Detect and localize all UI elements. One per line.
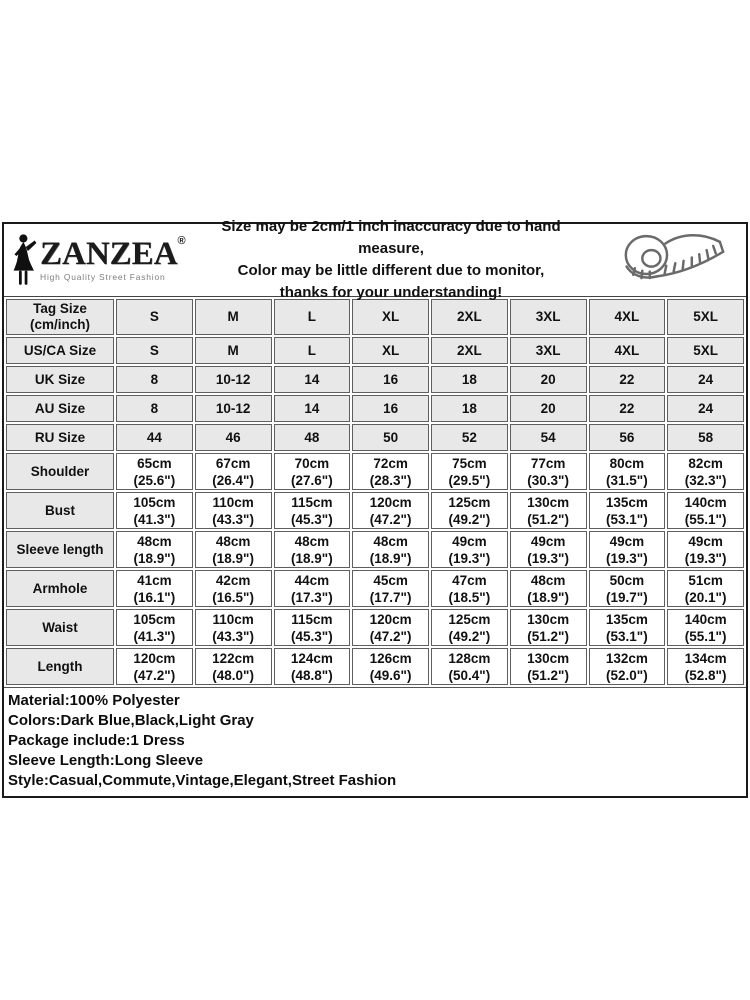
table-cell: 80cm (31.5"): [589, 453, 666, 490]
table-row: [6, 395, 744, 422]
table-cell: 77cm (30.3"): [510, 453, 587, 490]
table-cell: 128cm (50.4"): [431, 648, 508, 685]
brand-text: [40, 235, 186, 283]
table-cell: 130cm (51.2"): [510, 492, 587, 529]
table-cell: 4XL: [589, 337, 666, 364]
table-cell: L: [274, 299, 351, 335]
disclaimer-line-1: Size may be 2cm/1 inch inaccuracy due to hand measure,: [221, 218, 561, 257]
table-cell: 41cm (16.1"): [116, 570, 193, 607]
table-row: [6, 366, 744, 393]
product-info: [4, 687, 746, 796]
table-cell: 135cm (53.1"): [589, 492, 666, 529]
table-row: [6, 299, 744, 335]
table-cell: 48cm (18.9"): [195, 531, 272, 568]
table-cell: 130cm (51.2"): [510, 648, 587, 685]
table-cell: L: [274, 337, 351, 364]
table-cell: 47cm (18.5"): [431, 570, 508, 607]
table-row: [6, 531, 744, 568]
table-cell: 44: [116, 424, 193, 451]
table-row: [6, 492, 744, 529]
row-label: Tag Size (cm/inch): [6, 299, 114, 335]
row-label: AU Size: [6, 395, 114, 422]
size-chart-sheet: [2, 218, 748, 798]
table-cell: 48cm (18.9"): [274, 531, 351, 568]
registered-mark: ®: [177, 235, 186, 248]
row-label: Armhole: [6, 570, 114, 607]
table-cell: 105cm (41.3"): [116, 609, 193, 646]
table-cell: 130cm (51.2"): [510, 609, 587, 646]
table-cell: 67cm (26.4"): [195, 453, 272, 490]
table-cell: 120cm (47.2"): [116, 648, 193, 685]
table-cell: 20: [510, 366, 587, 393]
row-label: Waist: [6, 609, 114, 646]
table-cell: 14: [274, 395, 351, 422]
size-disclaimer: [184, 216, 598, 304]
table-cell: 46: [195, 424, 272, 451]
table-cell: 49cm (19.3"): [667, 531, 744, 568]
table-cell: M: [195, 299, 272, 335]
table-cell: 2XL: [431, 337, 508, 364]
table-row: [6, 609, 744, 646]
row-label: Sleeve length: [6, 531, 114, 568]
table-cell: S: [116, 299, 193, 335]
table-cell: 45cm (17.7"): [352, 570, 429, 607]
table-cell: 18: [431, 366, 508, 393]
info-line-package: Package include:1 Dress: [8, 732, 185, 749]
table-cell: 134cm (52.8"): [667, 648, 744, 685]
table-cell: 3XL: [510, 337, 587, 364]
table-cell: 20: [510, 395, 587, 422]
table-cell: 14: [274, 366, 351, 393]
table-cell: 132cm (52.0"): [589, 648, 666, 685]
table-cell: 49cm (19.3"): [589, 531, 666, 568]
table-cell: 72cm (28.3"): [352, 453, 429, 490]
table-cell: 120cm (47.2"): [352, 492, 429, 529]
table-cell: 42cm (16.5"): [195, 570, 272, 607]
info-line-colors: Colors:Dark Blue,Black,Light Gray: [8, 712, 254, 729]
table-cell: 16: [352, 366, 429, 393]
table-row: [6, 648, 744, 685]
table-cell: 50cm (19.7"): [589, 570, 666, 607]
table-cell: 5XL: [667, 337, 744, 364]
table-cell: 120cm (47.2"): [352, 609, 429, 646]
table-cell: 110cm (43.3"): [195, 609, 272, 646]
table-row: [6, 453, 744, 490]
table-cell: 48cm (18.9"): [352, 531, 429, 568]
table-cell: XL: [352, 337, 429, 364]
table-row: [6, 424, 744, 451]
info-line-sleeve: Sleeve Length:Long Sleeve: [8, 752, 204, 769]
size-table: [4, 297, 746, 687]
disclaimer-line-3: thanks for your understanding!: [279, 284, 503, 301]
table-row: [6, 570, 744, 607]
row-label: Length: [6, 648, 114, 685]
table-cell: 105cm (41.3"): [116, 492, 193, 529]
table-cell: 115cm (45.3"): [274, 609, 351, 646]
table-cell: 51cm (20.1"): [667, 570, 744, 607]
table-cell: 82cm (32.3"): [667, 453, 744, 490]
woman-silhouette-icon: [12, 230, 38, 290]
table-cell: 56: [589, 424, 666, 451]
table-cell: 48cm (18.9"): [116, 531, 193, 568]
table-cell: 22: [589, 366, 666, 393]
table-cell: 65cm (25.6"): [116, 453, 193, 490]
table-cell: 24: [667, 366, 744, 393]
row-label: Bust: [6, 492, 114, 529]
header-band: [4, 218, 746, 301]
table-cell: 135cm (53.1"): [589, 609, 666, 646]
table-cell: 50: [352, 424, 429, 451]
table-cell: 122cm (48.0"): [195, 648, 272, 685]
table-cell: 5XL: [667, 299, 744, 335]
table-cell: 49cm (19.3"): [431, 531, 508, 568]
table-cell: 48: [274, 424, 351, 451]
table-cell: 48cm (18.9"): [510, 570, 587, 607]
table-cell: 3XL: [510, 299, 587, 335]
row-label: UK Size: [6, 366, 114, 393]
table-cell: 110cm (43.3"): [195, 492, 272, 529]
table-cell: 54: [510, 424, 587, 451]
table-cell: 49cm (19.3"): [510, 531, 587, 568]
row-label: US/CA Size: [6, 337, 114, 364]
table-cell: 58: [667, 424, 744, 451]
table-cell: 140cm (55.1"): [667, 609, 744, 646]
tape-icon-wrap: [598, 227, 746, 293]
table-cell: 18: [431, 395, 508, 422]
table-cell: 125cm (49.2"): [431, 609, 508, 646]
table-cell: 8: [116, 366, 193, 393]
table-cell: 10-12: [195, 366, 272, 393]
disclaimer-line-2: Color may be little different due to monitor,: [237, 262, 545, 279]
table-cell: XL: [352, 299, 429, 335]
table-cell: 124cm (48.8"): [274, 648, 351, 685]
measuring-tape-icon: [608, 227, 736, 293]
info-line-material: Material:100% Polyester: [8, 692, 180, 709]
table-cell: S: [116, 337, 193, 364]
table-cell: 4XL: [589, 299, 666, 335]
brand-logo: [4, 230, 184, 290]
table-cell: 44cm (17.3"): [274, 570, 351, 607]
table-cell: 8: [116, 395, 193, 422]
table-cell: M: [195, 337, 272, 364]
table-cell: 75cm (29.5"): [431, 453, 508, 490]
table-cell: 16: [352, 395, 429, 422]
table-cell: 126cm (49.6"): [352, 648, 429, 685]
table-cell: 24: [667, 395, 744, 422]
info-line-style: Style:Casual,Commute,Vintage,Elegant,Street Fashion: [8, 772, 397, 789]
table-cell: 115cm (45.3"): [274, 492, 351, 529]
table-row: [6, 337, 744, 364]
table-cell: 70cm (27.6"): [274, 453, 351, 490]
table-cell: 10-12: [195, 395, 272, 422]
table-cell: 140cm (55.1"): [667, 492, 744, 529]
table-cell: 2XL: [431, 299, 508, 335]
table-cell: 52: [431, 424, 508, 451]
table-cell: 22: [589, 395, 666, 422]
brand-tagline: High Quality Street Fashion: [40, 272, 166, 283]
row-label: RU Size: [6, 424, 114, 451]
brand-name: ZANZEA: [40, 236, 178, 273]
size-table-body: [6, 299, 744, 685]
row-label: Shoulder: [6, 453, 114, 490]
table-cell: 125cm (49.2"): [431, 492, 508, 529]
